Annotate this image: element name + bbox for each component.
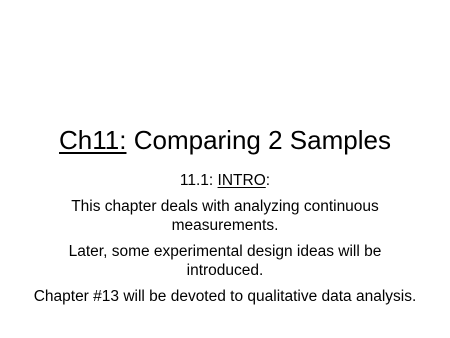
paragraph-1-line-2: measurements. bbox=[171, 217, 279, 234]
section-suffix: : bbox=[265, 172, 271, 189]
slide-title bbox=[0, 124, 450, 156]
paragraph-3-line-1: Chapter #13 will be devoted to qualitative data analysis. bbox=[33, 288, 417, 305]
title-text: Comparing 2 Samples bbox=[126, 125, 391, 155]
section-heading bbox=[0, 171, 450, 190]
paragraph-1-line-1: This chapter deals with analyzing continuous bbox=[71, 198, 379, 215]
title-chapter-label: Ch11: bbox=[59, 125, 127, 155]
slide-body bbox=[0, 171, 450, 306]
section-number: 11.1: bbox=[179, 172, 218, 189]
section-name: INTRO bbox=[217, 172, 266, 189]
paragraph-2-line-1: Later, some experimental design ideas will be bbox=[68, 243, 382, 260]
paragraph-2-line-2: introduced. bbox=[186, 262, 264, 279]
